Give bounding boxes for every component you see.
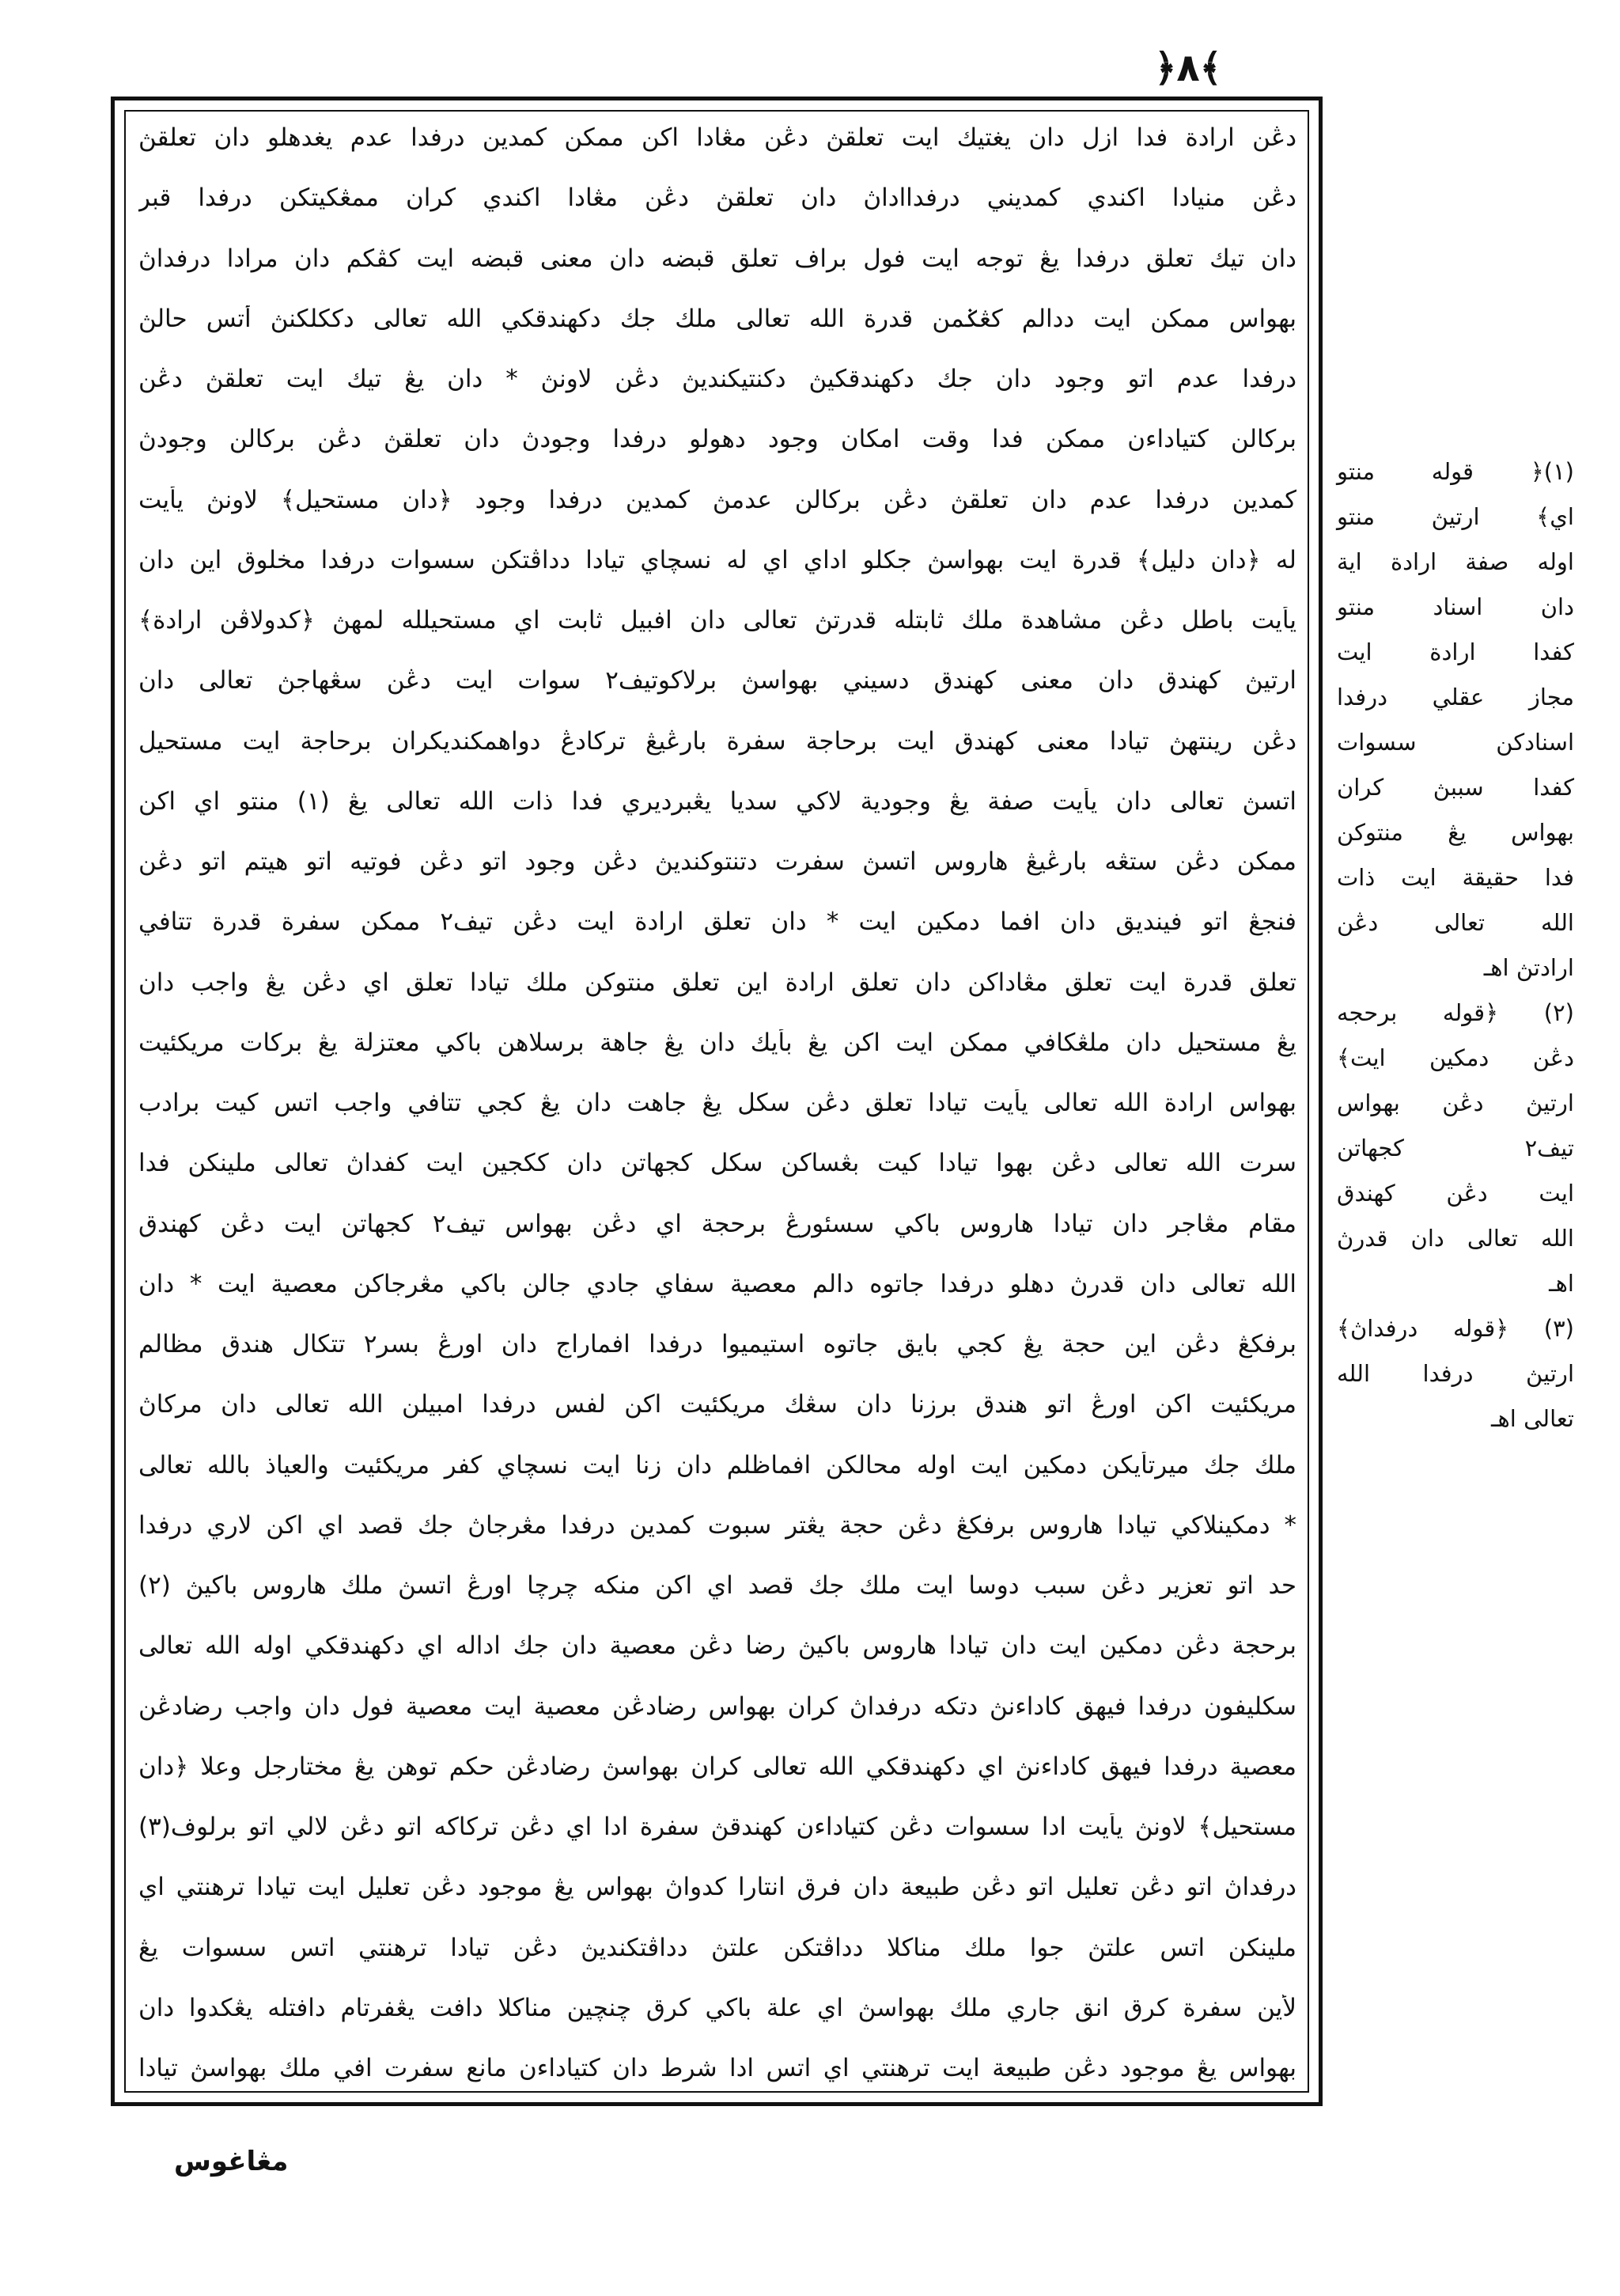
text-line: برحجة دڠن دمكين ايت دان تيادا هاروس باكيڽ رضا دڠن معصية دان جك اداله اي دكهندقكي اوله الله تعالى	[138, 1632, 1296, 1661]
text-line: الله تعالى دان قدرڽ دهلو درفدا جاتوه دالم معصية سفاي جادي جالن باكي مڠرجاكن معصية ايت * دان	[138, 1270, 1296, 1298]
margin-note-line: دان اسناد منتو	[1337, 593, 1574, 620]
text-line: تعلق قدرة ايت تعلق مڠاداكن دان تعلق ارادة اين تعلق منتوكن ملك تيادا تعلق اي دڠن يڠ واجب دان	[138, 968, 1296, 997]
margin-note-line: الله تعالى دان قدرڽ	[1337, 1225, 1574, 1252]
margin-note-line: دڠن دمكين ايت﴾	[1337, 1044, 1574, 1071]
text-line: بركالن كتياداءن ممكن فدا وقت امكان وجود دهولو درفدا وجودڽ دان تعلقڽ دڠن بركالن وجودڽ	[138, 426, 1296, 454]
text-line: بهواس ممكن ايت ددالم كڠݢمن قدرة الله تعالى ملك جك دكهندقكي الله تعالى دككلكنڽ أتس حالڽ	[138, 305, 1296, 333]
main-text-inner-frame	[124, 110, 1309, 2093]
margin-note-line: ارتيڽ دڠن بهواس	[1337, 1089, 1574, 1116]
text-line: مريكئيت اكن اورڠ اتو هندق برزنا دان سڠك مريكئيت اكن لفس درفدا امبيلن الله تعالى دان مركاڽ	[138, 1391, 1296, 1419]
text-line: * دمكينلاكي تيادا هاروس برفكڠ دڠن حجة يڠتر سبوت كمدين درفدا مڠرجاڽ جك قصد اي اكن لاري درفدا	[138, 1511, 1296, 1540]
margin-note-line: اهـ	[1549, 1270, 1574, 1297]
margin-note-line: ايت دڠن كهندق	[1337, 1180, 1574, 1207]
text-line: بهواس يڠ موجود دڠن طبيعة ايت ترهنتي اي اتس ادا شرط دان كتياداءن مانع سفرت افي ملك بهواسڽ تيادا	[138, 2055, 1296, 2082]
margin-note-line: اي﴾ ارتيڽ منتو	[1337, 503, 1574, 530]
text-line: اتسڽ تعالى دان يأيت صفة يڠ وجودية لاكي سديا يڠبرديري فدا ذات الله تعالى يڠ (١) منتو اي اكن	[138, 787, 1296, 816]
text-line: لأين سفرة كرق انق جاري ملك بهواسڽ اي علة باكي كرق چنچين مناكلا دافت يڠفرتام دافتله يڠكدوا دان	[138, 1994, 1296, 2022]
text-line: فنجڠ اتو فينديق دان افما دمكين ايت * دان تعلق ارادة ايت دڠن تيف٢ ممكن سفرة قدرة تتافي	[138, 908, 1296, 937]
text-line: برفكڠ دڠن اين حجة يڠ كجي بايق جاتوه استيميوا درفدا افماراج دان اورڠ بسر٢ تتكال هندق مظالم	[138, 1331, 1296, 1358]
text-line: دڠن ارادة فدا ازل دان يغتيك ايت تعلقڽ دڠن مڠادا اكن ممكن كمدين درفدا عدم يغدهلو دان تعلقڽ	[138, 124, 1296, 152]
margin-note-line: كفدا ارادة ايت	[1337, 638, 1574, 665]
text-line: حد اتو تعزير دڠن سبب دوسا ايت ملك جك قصد اي اكن منكه چرچا اورڠ اتسڽ ملك هاروس باكيڽ (٢)	[138, 1572, 1296, 1600]
text-line: بهواس ارادة الله تعالى يأيت تيادا تعلق دڠن سكل يڠ جاهت دان يڠ كجي تتافي واجب اتس كيت برادب	[138, 1089, 1296, 1117]
margin-note-line: ارادتڽ اهـ	[1483, 954, 1574, 981]
margin-note-line: (٢) ﴿قوله برحجه	[1337, 999, 1574, 1026]
margin-note-line: مجاز عقلي درفدا	[1337, 684, 1574, 710]
text-line: معصية درفدا فيهق كاداءنڽ اي دكهندقكي الله تعالى كران بهواسڽ رضادڠن حكم توهن يڠ مختارجل وعلا ﴿دان	[138, 1752, 1296, 1781]
margin-note-line: تيف٢ كجهاتن	[1337, 1135, 1574, 1161]
text-line: له ﴿دان دليل﴾ قدرة ايت بهواسڽ جكلو اداي اي له نسچاي تيادا دداڤتكن سسوات درفدا مخلوق اين دان	[138, 546, 1296, 574]
text-line: ممكن دڠن ستڠه بارڠيڠ هاروس اتسڽ سفرت دتنتوكنديڽ دڠن وجود اتو دڠن فوتيه اتو هيتم اتو دڠن	[138, 848, 1296, 876]
text-line: كمدين درفدا عدم دان تعلقڽ دڠن بركالن عدمڽ كمدين درفدا وجود ﴿دان مستحيل﴾ لاونڽ يأيت	[138, 486, 1296, 514]
catchword: مڠاغوس	[174, 2146, 289, 2177]
text-line: دان تيك تعلق درفدا يڠ توجه ايت فول براف تعلق قبضه دان معنى قبضه ايت كڤكم دان مرادا درفداڽ	[138, 244, 1296, 273]
margin-note-line: (١)﴿ قوله منتو	[1337, 458, 1574, 485]
margin-note-line: اسنادكن سسوات	[1337, 729, 1574, 756]
text-line: مقام مڠاجر دان تيادا هاروس باكي سسئورڠ برحجة اي دڠن بهواس تيف٢ كجهاتن ايت دڠن كهندق	[138, 1210, 1296, 1238]
text-line: ارتيڽ كهندق دان معنى كهندق دسيني بهواسڽ برلاكوتيف٢ سوات ايت دڠن سڠهاجڽ تعالى دان	[138, 667, 1296, 695]
main-text-frame	[111, 97, 1323, 2106]
text-line: سكليفون درفدا فيهق كاداءنڽ دتكه درفداڽ كران بهواس رضادڠن معصية ايت معصية فول دان واجب رضادڠن	[138, 1692, 1296, 1721]
text-line: يأيت باطل دڠن مشاهدة ملك ثابتله قدرتڽ تعالى دان افبيل ثابت اي مستحيلله لمهڽ ﴿كدولاڤن ارادة﴾	[138, 607, 1296, 635]
text-line: ملينكن اتس علتڽ جوا ملك مناكلا دداڤتكن علتڽ دداڤتكنديڽ دڠن تيادا ترهنتي اتس سسوات يڠ	[138, 1934, 1296, 1962]
main-text-body	[138, 124, 1296, 2083]
text-line: سرت الله تعالى دڠن بهوا تيادا كيت بڠساكن سكل كجهاتن دان ككجين ايت كفداڽ تعالى ملينكن فدا	[138, 1150, 1296, 1178]
margin-note-line: كفدا سببڽ كران	[1337, 774, 1574, 801]
margin-note-line: الله تعالى دڠن	[1337, 909, 1574, 936]
text-line: مستحيل﴾ لاونڽ يأيت ادا سسوات دڠن كتياداءن كهندقڽ سفرة ادا اي دڠن تركاكه اتو دڠن لالي اتو برلوف(٣)	[138, 1813, 1296, 1841]
text-line: دڠن رينتهڽ تيادا معنى كهندق ايت برحاجة سفرة بارڠيڠ تركادڠ دواهمكنديكران برحاجة ايت مستحيل	[138, 727, 1296, 756]
text-line: ملك جك ميرتأيكن دمكين ايت اوله محالكن افماظلم دان زنا ايت نسچاي كفر مريكئيت والعياذ بالله تعالى	[138, 1451, 1296, 1480]
margin-note-line: ارتيڽ درفدا الله	[1337, 1360, 1574, 1387]
margin-note-line: اوله صفة ارادة اية	[1337, 548, 1574, 575]
text-line: درفداڽ اتو دڠن تعليل اتو دڠن طبيعة دان فرق انتارا كدواڽ بهواس يڠ موجود دڠن تعليل ايت تيادا ترهنتي اي	[138, 1874, 1296, 1902]
margin-note-line: فدا حقيقة ايت ذات	[1337, 864, 1574, 891]
text-line: درفدا عدم اتو وجود دان جك دكهندقكيڽ دكنتيكنديڽ دڠن لاونڽ * دان يڠ تيك ايت تعلقڽ دڠن	[138, 366, 1296, 393]
margin-note-line: تعالى اهـ	[1491, 1405, 1574, 1432]
margin-note-line: بهواس يڠ منتوكن	[1337, 819, 1574, 846]
page-number: ﴿٨﴾	[1154, 46, 1222, 90]
text-line: دڠن منيادا اكندي كمديني درفدااداڽ دان تعلقڽ دڠن مڠادا اكندي كران ممڠكيتكن درفدا قبر	[138, 184, 1296, 213]
text-line: يڠ مستحيل دان ملڠكافي ممكن ايت اكن يڠ بأيك دان يڠ جاهة برسلاهن باكي معتزلة يڠ بركات مريكئيت	[138, 1029, 1296, 1057]
margin-note-line: (٣) ﴿قوله درفداڽ﴾	[1337, 1315, 1574, 1342]
margin-notes	[1337, 449, 1574, 1442]
